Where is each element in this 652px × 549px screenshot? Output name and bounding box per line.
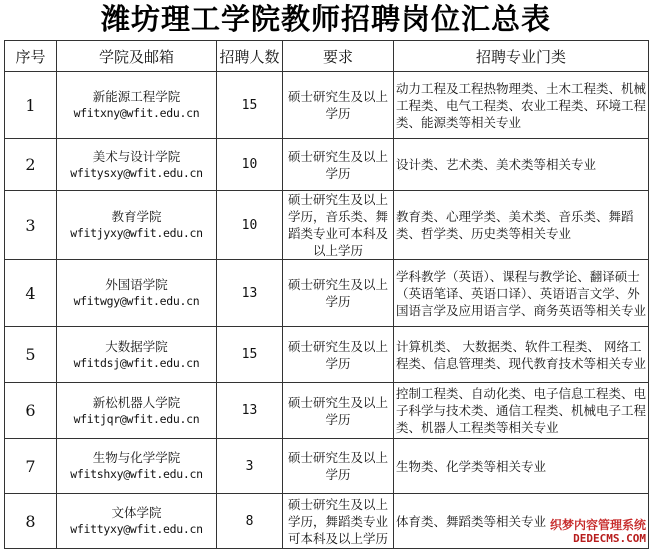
row-count: 15 (217, 72, 283, 139)
row-no: 6 (5, 383, 57, 439)
college-email: wfitdsj@wfit.edu.cn (73, 355, 200, 370)
watermark-text: 织梦内容管理系统 (549, 518, 646, 532)
row-requirement: 硕士研究生及以上学历 (283, 72, 394, 139)
row-count: 8 (217, 494, 283, 549)
row-college (57, 494, 217, 549)
watermark-domain: DEDECMS.COM (573, 532, 646, 545)
row-major: 学科教学（英语）、课程与教学论、翻译硕士（英语笔译、英语口译）、英语语言文学、外国语言学及应用语言学、商务英语等相关专业 (394, 260, 649, 327)
row-major: 教育类、心理学类、美术类、音乐类、舞蹈类、哲学类、历史类等相关专业 (394, 191, 649, 260)
row-no: 7 (5, 439, 57, 494)
college-email: wfitxny@wfit.edu.cn (73, 106, 200, 120)
header-major: 招聘专业门类 (394, 41, 649, 72)
college-email: wfitjqr@wfit.edu.cn (73, 411, 200, 426)
college-email: wfittyxy@wfit.edu.cn (70, 522, 203, 536)
row-college (57, 139, 217, 191)
row-college (57, 191, 217, 260)
table-row (5, 439, 649, 494)
table-row (5, 260, 649, 327)
row-requirement: 硕士研究生及以上学历，舞蹈类专业可本科及以上学历 (283, 494, 394, 549)
header-requirement: 要求 (283, 41, 394, 72)
row-college (57, 327, 217, 383)
college-email: wfitysxy@wfit.edu.cn (70, 165, 203, 180)
row-requirement: 硕士研究生及以上学历 (283, 439, 394, 494)
row-college (57, 383, 217, 439)
row-major: 动力工程及工程热物理类、土木工程类、机械工程类、电气工程类、农业工程类、环境工程类、能源类等相关专业 (394, 72, 649, 139)
row-college (57, 260, 217, 327)
row-no: 2 (5, 139, 57, 191)
table-row (5, 327, 649, 383)
row-major: 生物类、化学类等相关专业 (394, 439, 649, 494)
header-no: 序号 (5, 41, 57, 72)
table-header-row (5, 41, 649, 72)
college-name: 新松机器人学院 (92, 394, 181, 410)
row-college (57, 72, 217, 139)
row-count: 10 (217, 191, 283, 260)
table-row (5, 72, 649, 139)
row-major: 计算机类、 大数据类、软件工程类、 网络工程类、信息管理类、现代教育技术等相关专业 (394, 327, 649, 383)
row-requirement: 硕士研究生及以上学历 (283, 383, 394, 439)
row-no: 5 (5, 327, 57, 383)
row-requirement: 硕士研究生及以上学历 (283, 260, 394, 327)
row-no: 3 (5, 191, 57, 260)
table-row (5, 139, 649, 191)
college-name: 新能源工程学院 (92, 89, 181, 104)
row-college (57, 439, 217, 494)
college-email: wfitwgy@wfit.edu.cn (73, 294, 200, 308)
row-count: 10 (217, 139, 283, 191)
table-row (5, 191, 649, 260)
row-count: 13 (217, 260, 283, 327)
page-title: 潍坊理工学院教师招聘岗位汇总表 (100, 2, 551, 36)
recruitment-table (4, 40, 649, 549)
college-email: wfitshxy@wfit.edu.cn (70, 467, 203, 481)
row-requirement: 硕士研究生及以上学历 (283, 327, 394, 383)
college-name: 生物与化学学院 (92, 450, 181, 465)
row-count: 15 (217, 327, 283, 383)
row-no: 1 (5, 72, 57, 139)
row-requirement: 硕士研究生及以上学历 (283, 139, 394, 191)
row-requirement: 硕士研究生及以上学历，音乐类、舞蹈类专业可本科及以上学历 (283, 191, 394, 260)
row-major: 体育类、舞蹈类等相关专业 (394, 494, 649, 549)
college-email: wfitjyxy@wfit.edu.cn (70, 226, 203, 240)
row-count: 13 (217, 383, 283, 439)
college-name: 文体学院 (111, 505, 162, 520)
row-no: 8 (5, 494, 57, 549)
college-name: 教育学院 (111, 209, 162, 224)
row-major: 设计类、艺术类、美术类等相关专业 (394, 139, 649, 191)
row-no: 4 (5, 260, 57, 327)
college-name: 大数据学院 (105, 338, 168, 354)
header-college: 学院及邮箱 (57, 41, 217, 72)
row-count: 3 (217, 439, 283, 494)
row-major: 控制工程类、自动化类、电子信息工程类、电子科学与技术类、通信工程类、机械电子工程类、机器人工程类等相关专业 (394, 383, 649, 439)
watermark-logo (550, 518, 646, 546)
header-count: 招聘人数 (217, 41, 283, 72)
college-name: 外国语学院 (105, 277, 168, 292)
table-row (5, 383, 649, 439)
college-name: 美术与设计学院 (92, 148, 181, 164)
